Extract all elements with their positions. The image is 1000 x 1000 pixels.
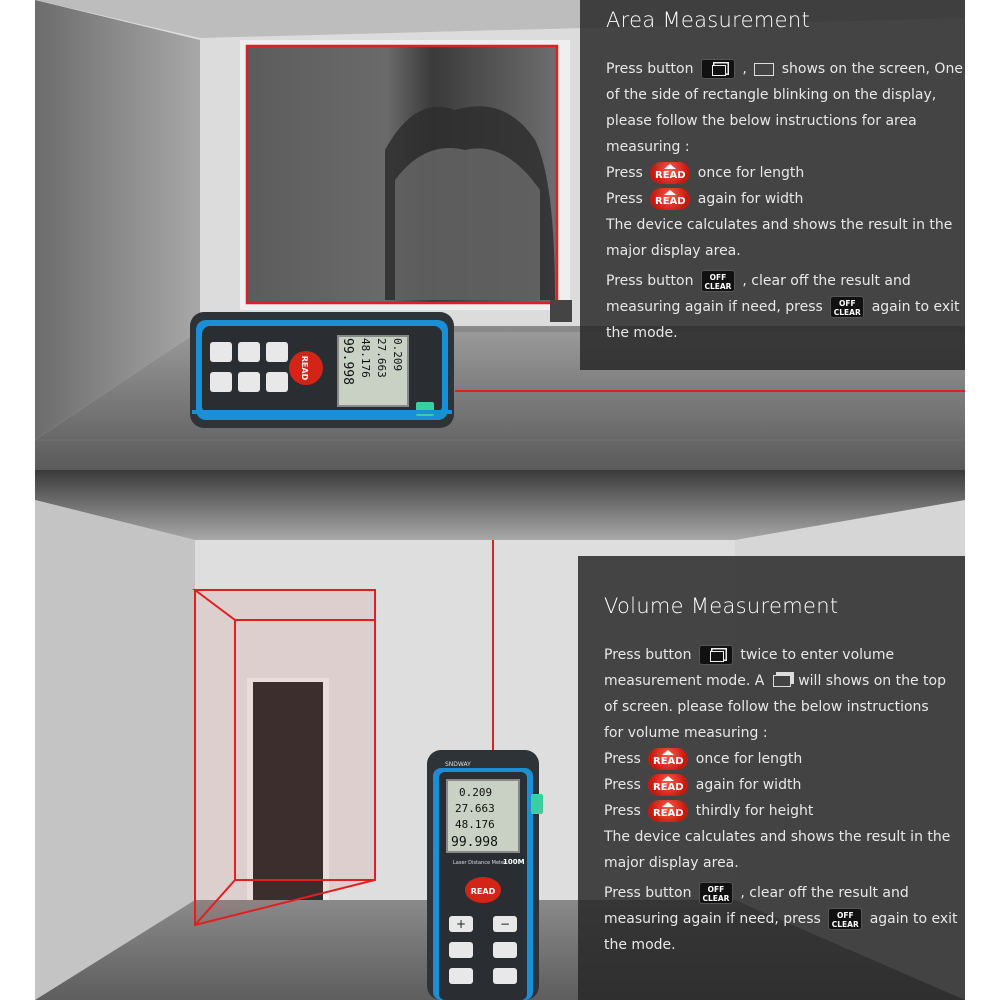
svg-text:27.663: 27.663 <box>455 802 495 815</box>
area-mode-icon <box>701 59 735 79</box>
read-button-icon: READ <box>650 162 690 184</box>
area-step-length: Press READ once for length <box>606 160 939 186</box>
area-mode-icon <box>699 645 733 665</box>
area-calc-2: major display area. <box>606 243 741 259</box>
off-clear-icon: OFF CLEAR <box>699 882 733 904</box>
volume-step-length: Press READ once for length <box>604 746 939 772</box>
volume-step-height: Press READ thirdly for height <box>604 798 939 824</box>
area-calc-1: The device calculates and shows the result in the <box>606 217 953 233</box>
area-step-width: Press READ again for width <box>606 186 939 212</box>
volume-title: Volume Measurement <box>604 594 839 618</box>
laser-meter-horizontal <box>188 310 458 430</box>
area-panel <box>35 0 965 470</box>
svg-text:READ: READ <box>470 887 496 896</box>
svg-text:27.663: 27.663 <box>375 338 388 378</box>
read-button-icon: READ <box>648 774 688 796</box>
area-line-4: measuring : <box>606 139 690 155</box>
svg-text:+: + <box>455 917 467 931</box>
svg-text:Laser Distance Meter: Laser Distance Meter <box>453 860 507 866</box>
volume-clear-3: the mode. <box>604 937 676 953</box>
volume-line-1: Press button twice to enter volume <box>604 647 895 663</box>
svg-text:0.209: 0.209 <box>459 786 493 799</box>
svg-text:READ: READ <box>300 355 309 381</box>
read-button-icon: READ <box>648 800 688 822</box>
volume-line-2: measurement mode. A will shows on the top <box>604 673 946 689</box>
svg-text:48.176: 48.176 <box>455 818 495 831</box>
volume-line-4: for volume measuring : <box>604 725 768 741</box>
rectangle-icon <box>754 63 774 76</box>
laser-meter-vertical <box>423 748 543 1000</box>
svg-text:SNDWAY: SNDWAY <box>445 761 471 768</box>
off-clear-icon: OFF CLEAR <box>830 296 864 318</box>
volume-calc-2: major display area. <box>604 855 739 871</box>
cube-icon <box>773 675 791 687</box>
svg-text:99.998: 99.998 <box>340 338 355 385</box>
area-line-1: Press button , shows on the screen, One <box>606 61 963 77</box>
off-clear-icon: OFF CLEAR <box>701 270 735 292</box>
svg-text:0.209: 0.209 <box>391 338 404 372</box>
area-line-3: please follow the below instructions for area <box>606 113 917 129</box>
svg-text:48.176: 48.176 <box>359 338 372 378</box>
svg-text:100M: 100M <box>503 858 525 866</box>
off-clear-icon: OFF CLEAR <box>828 908 862 930</box>
area-info-box <box>580 0 965 370</box>
volume-panel <box>35 470 965 1000</box>
read-button-icon: READ <box>648 748 688 770</box>
area-mode-button <box>210 342 232 362</box>
area-clear-1: Press button OFF CLEAR , clear off the result and <box>606 268 939 294</box>
area-clear-2: measuring again if need, press OFF CLEAR again to exit <box>606 294 939 320</box>
volume-step-width: Press READ again for width <box>604 772 939 798</box>
volume-info-box <box>578 556 965 1000</box>
area-title: Area Measurement <box>606 8 810 32</box>
volume-line-3: of screen. please follow the below instructions <box>604 699 929 715</box>
svg-text:−: − <box>499 917 511 931</box>
read-button-icon: READ <box>650 188 690 210</box>
area-clear-3: the mode. <box>606 325 678 341</box>
volume-clear-1: Press button OFF CLEAR , clear off the result and <box>604 880 939 906</box>
volume-clear-2: measuring again if need, press OFF CLEAR again to exit <box>604 906 939 932</box>
area-line-2: of the side of rectangle blinking on the display, <box>606 87 937 103</box>
svg-text:99.998: 99.998 <box>451 835 498 850</box>
volume-calc-1: The device calculates and shows the result in the <box>604 829 951 845</box>
